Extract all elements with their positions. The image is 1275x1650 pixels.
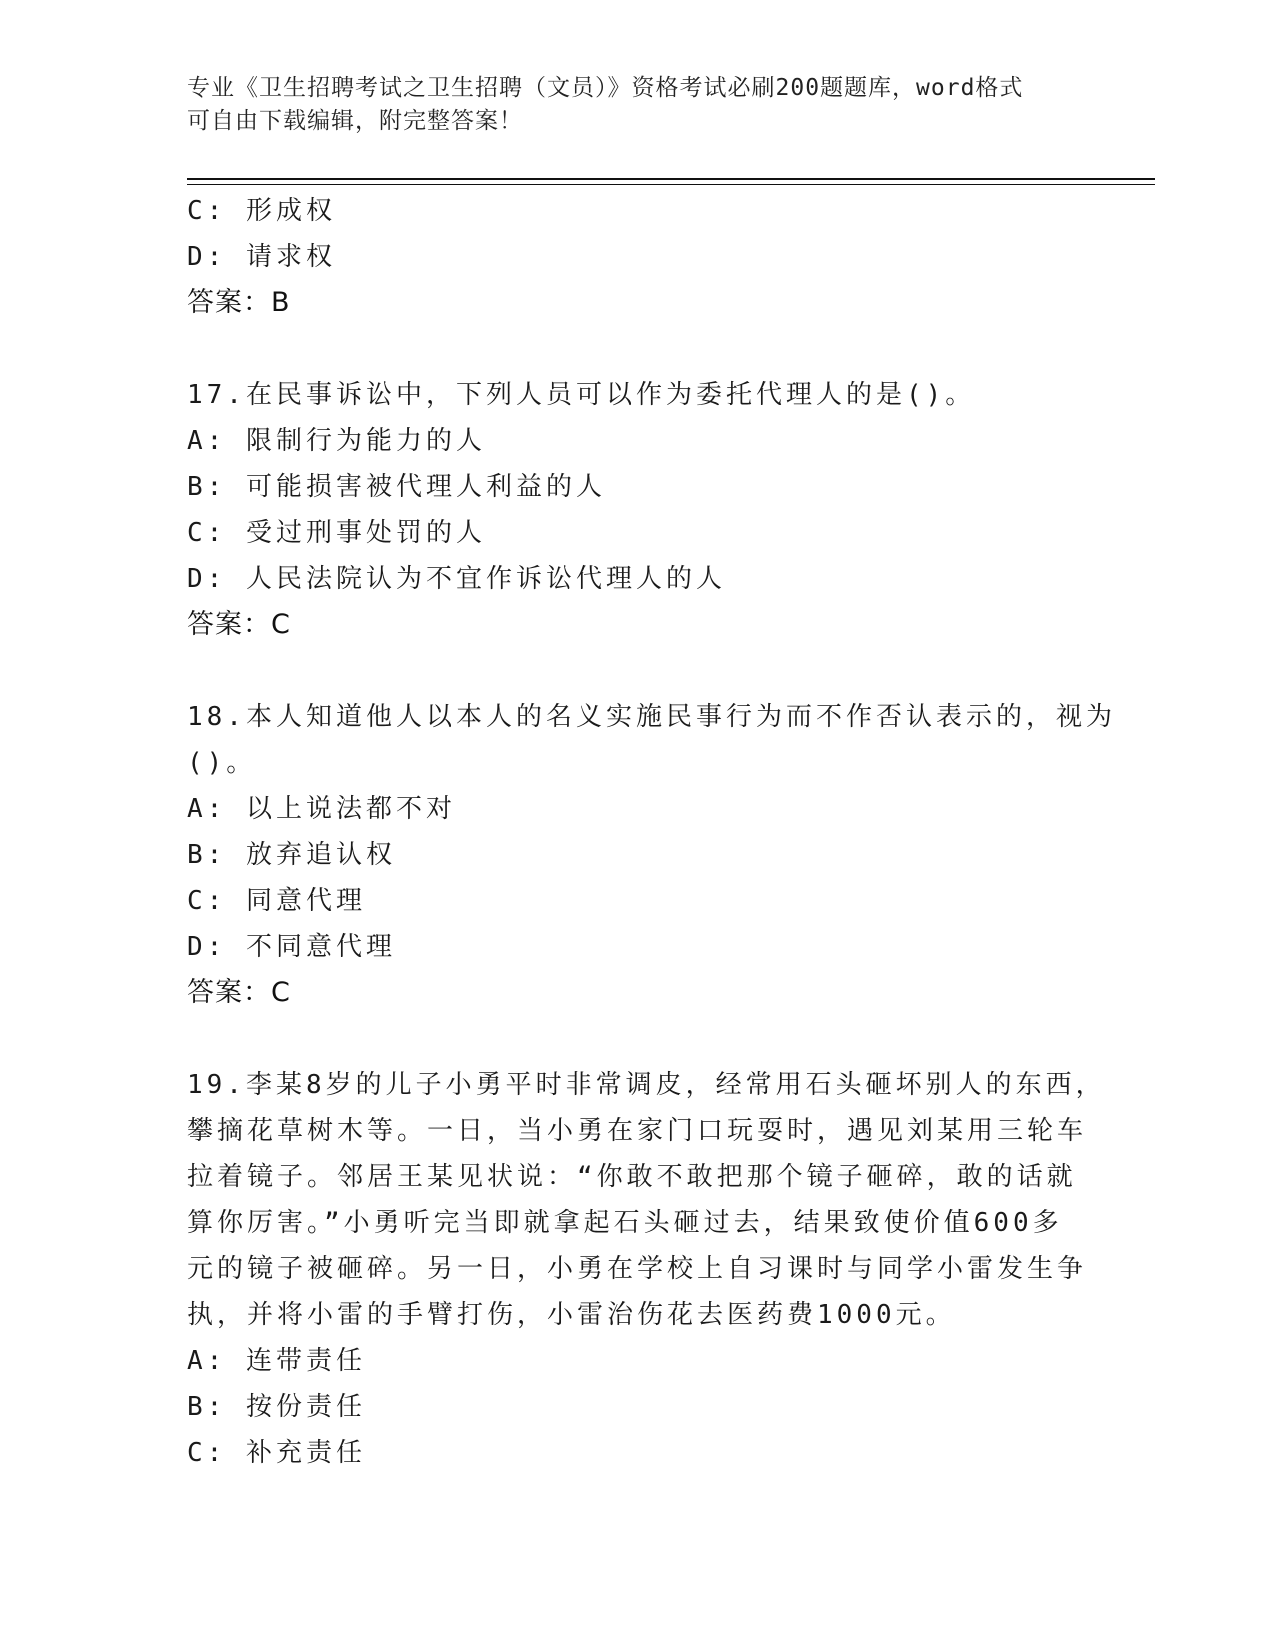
header-title-line-2: 可自由下载编辑，附完整答案！: [187, 108, 523, 134]
option-b: B: 可能损害被代理人利益的人: [187, 472, 606, 502]
document-header: [187, 72, 1067, 138]
answer-label: 答案：C: [187, 977, 291, 1008]
option-a: A: 连带责任: [187, 1346, 366, 1376]
header-divider-thin: [187, 184, 1155, 185]
option-c: C: 受过刑事处罚的人: [187, 518, 486, 548]
spacer: [187, 1016, 1087, 1062]
option-c: C: 同意代理: [187, 886, 366, 916]
question-17: [187, 372, 1087, 648]
header-divider-thick: [187, 178, 1155, 180]
question-stem-line-1: 18.本人知道他人以本人的名义实施民事行为而不作否认表示的，视为: [187, 702, 1116, 732]
question-stem-line-2: 攀摘花草树木等。一日，当小勇在家门口玩耍时，遇见刘某用三轮车: [187, 1116, 1088, 1146]
option-d: D: 不同意代理: [187, 932, 396, 962]
question-19: [187, 1062, 1106, 1476]
option-c: C: 形成权: [187, 196, 336, 226]
question-stem: 17.在民事诉讼中，下列人员可以作为委托代理人的是()。: [187, 380, 976, 410]
question-stem-line-1: 19.李某8岁的儿子小勇平时非常调皮，经常用石头砸坏别人的东西，: [187, 1070, 1106, 1100]
option-c: C: 补充责任: [187, 1438, 366, 1468]
question-18: [187, 694, 1116, 1016]
question-stem-line-4: 算你厉害。”小勇听完当即就拿起石头砸过去，结果致使价值600多: [187, 1208, 1063, 1238]
answer-label: 答案：B: [187, 287, 291, 318]
option-b: B: 放弃追认权: [187, 840, 396, 870]
question-16-tail: [187, 188, 1087, 326]
question-stem-line-6: 执，并将小雷的手臂打伤，小雷治伤花去医药费1000元。: [187, 1300, 956, 1330]
spacer: [187, 648, 1087, 694]
option-a: A: 以上说法都不对: [187, 794, 456, 824]
answer-label: 答案：C: [187, 609, 291, 640]
question-list: [187, 188, 1116, 1476]
question-stem-line-5: 元的镜子被砸碎。另一日，小勇在学校上自习课时与同学小雷发生争: [187, 1254, 1088, 1284]
question-stem-line-3: 拉着镜子。邻居王某见状说：“你敢不敢把那个镜子砸碎，敢的话就: [187, 1162, 1077, 1192]
option-d: D: 人民法院认为不宜作诉讼代理人的人: [187, 564, 726, 594]
option-b: B: 按份责任: [187, 1392, 366, 1422]
spacer: [187, 326, 1087, 372]
header-title-line-1: 专业《卫生招聘考试之卫生招聘（文员）》资格考试必刷200题题库，word格式: [187, 75, 1024, 101]
option-d: D: 请求权: [187, 242, 336, 272]
question-stem-line-2: ()。: [187, 748, 257, 778]
option-a: A: 限制行为能力的人: [187, 426, 486, 456]
